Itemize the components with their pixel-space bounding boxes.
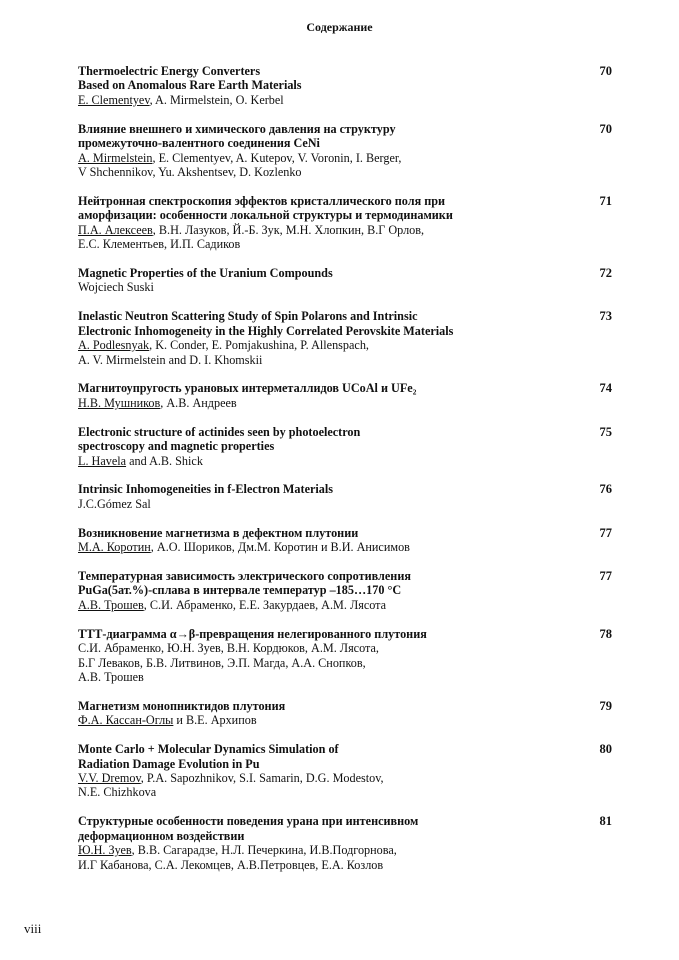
entry-authors-line: [78, 454, 578, 468]
entry-title-line: промежуточно-валентного соединения CeNi: [78, 136, 320, 151]
toc-entry: [78, 309, 618, 367]
co-authors: Е.С. Клементьев, И.П. Садиков: [78, 237, 241, 252]
presenting-author: П.А. Алексеев: [78, 222, 153, 237]
toc-entry: [78, 194, 618, 252]
toc-entry: [78, 482, 618, 511]
entry-page-number: 75: [599, 424, 612, 439]
entry-page-number: 77: [599, 569, 612, 584]
co-authors: , P.A. Sapozhnikov, S.I. Samarin, D.G. Modestov,: [140, 771, 384, 786]
toc-entry: [78, 64, 618, 107]
co-authors: J.C.Gómez Sal: [78, 496, 151, 511]
entry-authors-line: [78, 353, 578, 367]
toc-entry: [78, 699, 618, 728]
entry-authors-line: [78, 151, 578, 165]
entry-authors-line: [78, 165, 578, 179]
entry-authors-line: [78, 641, 578, 655]
entry-authors-line: [78, 843, 578, 857]
entry-authors-line: [78, 338, 578, 352]
toc-entry: [78, 526, 618, 555]
toc-entry: [78, 627, 618, 685]
entry-title-line: ТТТ-диаграмма α→β-превращения нелегированного плутония: [78, 626, 427, 641]
entry-title-line: Electronic structure of actinides seen by photoelectron: [78, 424, 361, 439]
entry-authors-line: [78, 713, 578, 727]
toc-entry: [78, 122, 618, 180]
toc-entry: [78, 569, 618, 612]
toc-entry: [78, 266, 618, 295]
entry-title-line: Нейтронная спектроскопия эффектов кристаллического поля при: [78, 193, 446, 208]
toc-entry: [78, 425, 618, 468]
entry-page-number: 81: [599, 814, 612, 829]
entry-title-line: Inelastic Neutron Scattering Study of Spin Polarons and Intrinsic: [78, 309, 418, 324]
presenting-author: A. Podlesnyak: [78, 338, 150, 353]
entry-title-line: Температурная зависимость электрического сопротивления: [78, 569, 411, 584]
co-authors: и В.Е. Архипов: [173, 713, 257, 728]
presenting-author: Ю.Н. Зуев: [78, 843, 132, 858]
entry-authors-line: [78, 497, 578, 511]
presenting-author: V.V. Dremov: [78, 771, 141, 786]
page-number: viii: [24, 921, 42, 936]
co-authors: , В.Н. Лазуков, Й.-Б. Зук, М.Н. Хлопкин, В.Г Орлов,: [152, 222, 425, 237]
entry-title-line: Магнитоупругость урановых интерметаллидов UCoAl и UFe₂: [78, 381, 417, 396]
entry-authors-line: [78, 237, 578, 251]
entry-title-line: Magnetic Properties of the Uranium Compounds: [78, 265, 333, 280]
presenting-author: L. Havela: [78, 453, 127, 468]
entry-page-number: 71: [599, 193, 612, 208]
entry-authors-line: [78, 540, 578, 554]
entry-page-number: 70: [599, 121, 612, 136]
co-authors: И.Г Кабанова, С.А. Лекомцев, А.В.Петровцев, Е.А. Козлов: [78, 857, 384, 872]
toc-entry: [78, 381, 618, 410]
entry-page-number: 80: [599, 742, 612, 757]
entry-title-line: Radiation Damage Evolution in Pu: [78, 756, 260, 771]
co-authors: , С.И. Абраменко, Е.Е. Закурдаев, А.М. Лясота: [143, 597, 387, 612]
entry-title-line: Monte Carlo + Molecular Dynamics Simulation of: [78, 742, 339, 757]
presenting-author: М.А. Коротин: [78, 540, 151, 555]
entry-page-number: 77: [599, 525, 612, 540]
co-authors: А.В. Трошев: [78, 670, 144, 684]
entry-authors-line: [78, 280, 578, 294]
entry-title-line: spectroscopy and magnetic properties: [78, 439, 275, 454]
entry-page-number: 70: [599, 64, 612, 78]
entry-title-line: Влияние внешнего и химического давления на структуру: [78, 121, 396, 136]
entry-authors-line: [78, 223, 578, 237]
entry-title-line: Thermoelectric Energy Converters: [78, 64, 261, 78]
entry-authors-line: [78, 858, 578, 872]
entry-page-number: 79: [599, 698, 612, 713]
co-authors: , E. Clementyev, A. Kutepov, V. Voronin, I. Berger,: [152, 150, 402, 165]
entry-page-number: 78: [599, 626, 612, 641]
co-authors: , А.О. Шориков, Дм.М. Коротин и В.И. Анисимов: [150, 540, 410, 555]
presenting-author: А.В. Трошев: [78, 597, 144, 612]
co-authors: , K. Conder, E. Pomjakushina, P. Allenspach,: [149, 338, 369, 353]
entry-authors-line: [78, 670, 578, 684]
entry-authors-line: [78, 771, 578, 785]
toc-entry: [78, 742, 618, 800]
entry-page-number: 74: [599, 381, 612, 396]
entry-authors-line: [78, 396, 578, 410]
presenting-author: A. Mirmelstein: [78, 150, 153, 165]
entry-title-line: Структурные особенности поведения урана при интенсивном: [78, 814, 419, 829]
toc-entry: [78, 814, 618, 872]
entry-title-line: Based on Anomalous Rare Earth Materials: [78, 78, 302, 93]
co-authors: С.И. Абраменко, Ю.Н. Зуев, В.Н. Кордюков, А.М. Лясота,: [78, 641, 379, 656]
entry-title-line: Магнетизм монопниктидов плутония: [78, 698, 286, 713]
co-authors: N.E. Chizhkova: [78, 785, 157, 800]
table-of-contents: [78, 64, 618, 886]
entry-page-number: 72: [599, 265, 612, 280]
co-authors: and A.B. Shick: [126, 453, 203, 468]
co-authors: , А.В. Андреев: [160, 395, 237, 410]
entry-title-line: аморфизации: особенности локальной структуры и термодинамики: [78, 208, 453, 223]
co-authors: A. V. Mirmelstein and D. I. Khomskii: [78, 352, 263, 367]
co-authors: Б.Г Леваков, Б.В. Литвинов, Э.П. Магда, А.А. Снопков,: [78, 655, 366, 670]
entry-authors-line: [78, 93, 578, 107]
co-authors: Wojciech Suski: [78, 280, 154, 295]
co-authors: V Shchennikov, Yu. Akshentsev, D. Kozlenko: [78, 164, 302, 179]
entry-title-line: деформационном воздействии: [78, 828, 245, 843]
entry-title-line: Возникновение магнетизма в дефектном плутонии: [78, 525, 359, 540]
entry-title-line: PuGa(5ат.%)-сплава в интервале температур –185…170 °С: [78, 583, 402, 598]
page-title: Содержание: [306, 20, 373, 34]
entry-page-number: 73: [599, 309, 612, 324]
entry-page-number: 76: [599, 482, 612, 497]
co-authors: , В.В. Сагарадзе, Н.Л. Печеркина, И.В.Подгорнова,: [131, 843, 397, 858]
presenting-author: E. Clementyev: [78, 92, 150, 107]
entry-authors-line: [78, 785, 578, 799]
entry-authors-line: [78, 656, 578, 670]
entry-title-line: Electronic Inhomogeneity in the Highly Correlated Perovskite Materials: [78, 323, 454, 338]
entry-title-line: Intrinsic Inhomogeneities in f-Electron Materials: [78, 482, 334, 497]
presenting-author: Н.В. Мушников: [78, 395, 161, 410]
entry-authors-line: [78, 598, 578, 612]
co-authors: , A. Mirmelstein, O. Kerbel: [149, 92, 284, 107]
presenting-author: Ф.А. Кассан-Оглы: [78, 713, 174, 728]
